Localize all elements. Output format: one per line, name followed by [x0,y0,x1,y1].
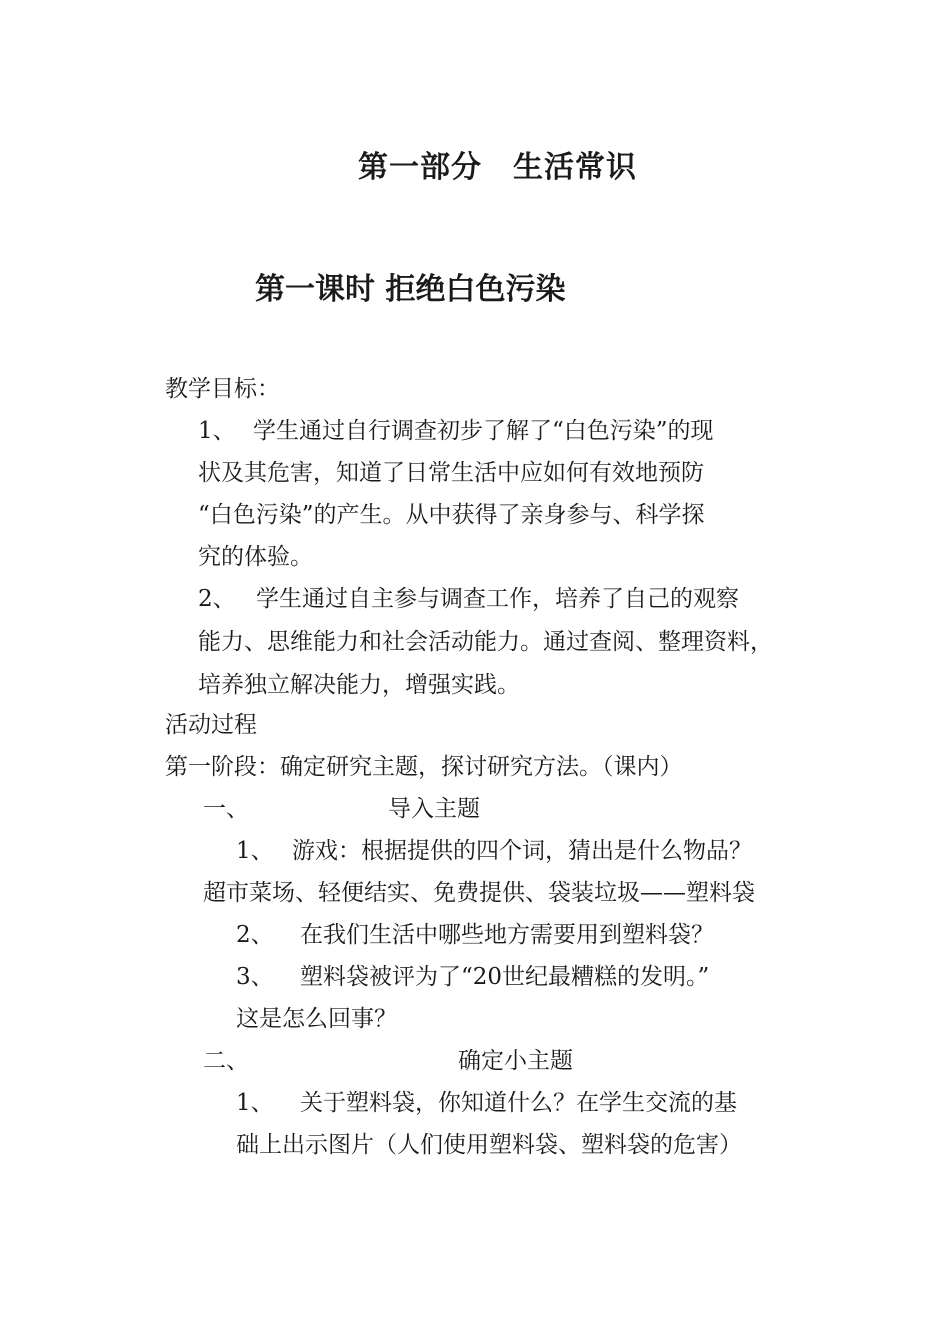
objective-2-number: 2、 [198,586,236,612]
question-2-number: 2、 [236,922,274,948]
section-2-question-1-continuation: 础上出示图片（人们使用塑料袋、塑料袋的危害） [236,1132,742,1158]
objective-2-line-3: 培养独立解决能力，增强实践。 [198,672,520,698]
question-3-continuation: 这是怎么回事？ [236,1006,397,1032]
question-3-text: 塑料袋被评为了“20世纪最糟糕的发明。” [300,964,710,990]
question-1-text: 游戏：根据提供的四个词，猜出是什么物品？ [292,838,752,864]
objective-2-line-1: 学生通过自主参与调查工作，培养了自己的观察 [256,586,739,612]
question-3-number: 3、 [236,964,274,990]
objective-1-line-1: 学生通过自行调查初步了解了“白色污染”的现 [253,418,714,444]
stage-1-heading: 第一阶段：确定研究主题，探讨研究方法。（课内） [165,754,683,780]
section-1-number: 一、 [203,796,249,822]
section-1-title: 导入主题 [388,796,480,822]
section-2-number: 二、 [203,1048,249,1074]
objective-1-line-2: 状及其危害，知道了日常生活中应如何有效地预防 [198,460,704,486]
objective-1-line-3: “白色污染”的产生。从中获得了亲身参与、科学探 [198,502,705,528]
section-2-title: 确定小主题 [458,1048,573,1074]
objective-2-line-2: 能力、思维能力和社会活动能力。通过查阅、整理资料， [198,629,773,655]
objectives-heading: 教学目标： [165,376,280,402]
part-title: 第一部分 生活常识 [358,150,637,185]
objective-1-line-4: 究的体验。 [198,544,313,570]
lesson-title: 第一课时 拒绝白色污染 [255,272,566,307]
process-heading: 活动过程 [165,712,257,738]
section-2-question-1-number: 1、 [236,1090,274,1116]
question-1-number: 1、 [236,838,274,864]
objective-1-number: 1、 [198,418,236,444]
section-2-question-1-text: 关于塑料袋，你知道什么？在学生交流的基 [300,1090,737,1116]
question-1-answer: 超市菜场、轻便结实、免费提供、袋装垃圾——塑料袋 [203,880,755,906]
question-2-text: 在我们生活中哪些地方需要用到塑料袋？ [300,922,714,948]
